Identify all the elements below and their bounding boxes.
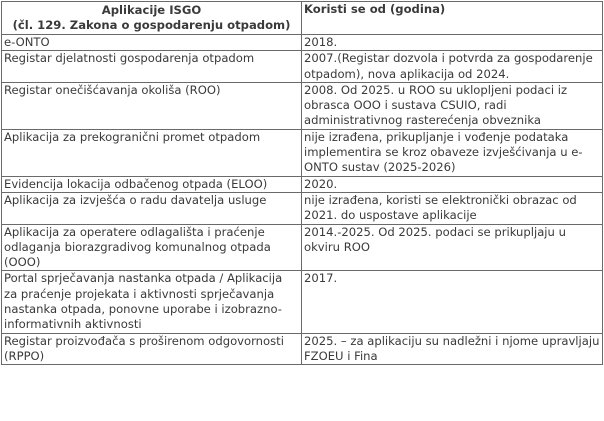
application-cell: Registar proizvođača s proširenom odgovornosti (RPPO): [2, 333, 302, 365]
isgo-applications-table: [1, 1, 603, 365]
used-since-cell: 2017.: [302, 271, 603, 333]
table-row: [2, 224, 603, 271]
application-cell: Portal sprječavanja nastanka otpada / Aplikacija za praćenje projekata i aktivnosti sprječavanja nastanka otpada, ponovne uporabe i izobrazno-informativnih aktivnosti: [2, 271, 302, 333]
application-cell: Aplikacija za operatere odlagališta i praćenje odlaganja biorazgradivog komunalnog otpada (OOO): [2, 224, 302, 271]
used-since-cell: 2007.(Registar dozvola i potvrda za gospodarenje otpadom), nova aplikacija od 2024.: [302, 51, 603, 83]
application-cell: Registar onečišćavanja okoliša (ROO): [2, 82, 302, 129]
header-used-since: Koristi se od (godina): [302, 2, 603, 35]
table-row: [2, 271, 603, 333]
used-since-cell: nije izrađena, koristi se elektronički obrazac od 2021. do uspostave aplikacije: [302, 192, 603, 224]
table-row: [2, 129, 603, 176]
used-since-cell: 2008. Od 2025. u ROO su uklopljeni podaci iz obrasca OOO i sustava CSUIO, radi administrativnog rasterećenja obveznika: [302, 82, 603, 129]
table-row: [2, 192, 603, 224]
application-cell: Aplikacija za prekogranični promet otpadom: [2, 129, 302, 176]
header-applications-subtitle: (čl. 129. Zakona o gospodarenju otpadom): [12, 18, 291, 32]
used-since-cell: 2020.: [302, 176, 603, 192]
header-applications: [2, 2, 302, 35]
table-row: [2, 176, 603, 192]
table-row: [2, 35, 603, 51]
table-row: [2, 82, 603, 129]
header-applications-title: Aplikacije ISGO: [101, 2, 202, 17]
used-since-cell: 2025. – za aplikaciju su nadležni i njome upravljaju FZOEU i Fina: [302, 333, 603, 365]
used-since-cell: 2018.: [302, 35, 603, 51]
used-since-cell: nije izrađena, prikupljanje i vođenje podataka implementira se kroz obaveze izvješćivanja u e-ONTO sustav (2025-2026): [302, 129, 603, 176]
application-cell: Aplikacija za izvješća o radu davatelja usluge: [2, 192, 302, 224]
application-cell: Evidencija lokacija odbačenog otpada (ELOO): [2, 176, 302, 192]
application-cell: Registar djelatnosti gospodarenja otpadom: [2, 51, 302, 83]
table-row: [2, 333, 603, 365]
table-header-row: [2, 2, 603, 35]
application-cell: e-ONTO: [2, 35, 302, 51]
table-row: [2, 51, 603, 83]
used-since-cell: 2014.-2025. Od 2025. podaci se prikupljaju u okviru ROO: [302, 224, 603, 271]
